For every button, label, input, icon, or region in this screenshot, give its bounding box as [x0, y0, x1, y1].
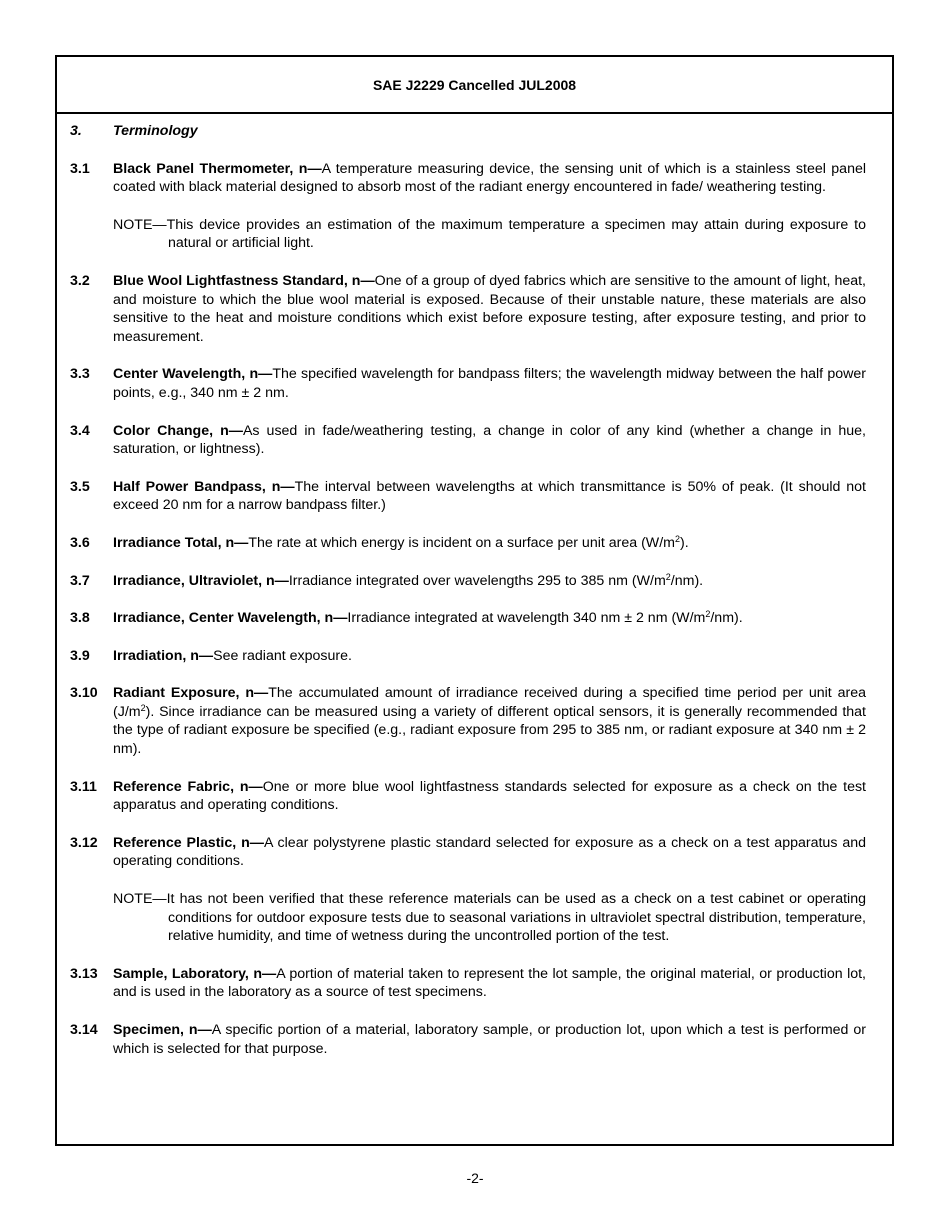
item-number: 3.9	[70, 647, 90, 664]
item-text: The interval between wavelengths at which transmittance is 50% of peak. (It should not exceed 20 nm for a narrow bandpass filter.)	[113, 478, 866, 514]
item-number: 3.8	[70, 610, 90, 627]
superscript: 2	[705, 609, 711, 620]
item-number: 3.10	[70, 685, 98, 702]
item-number: 3.4	[70, 422, 90, 439]
item-text-tail: /nm).	[670, 572, 704, 589]
item-term: Black Panel Thermometer, n—	[113, 160, 322, 177]
item-number: 3.3	[70, 366, 90, 383]
item-term: Irradiance, Ultraviolet, n—	[113, 572, 289, 589]
item-term: Specimen, n—	[113, 1022, 212, 1038]
definition-item	[70, 1021, 866, 1058]
item-term: Color Change, n—	[113, 422, 243, 439]
definition-item	[70, 778, 866, 815]
item-term: Radiant Exposure, n—	[113, 685, 269, 702]
item-number: 3.1	[70, 160, 90, 177]
definition-item	[70, 834, 866, 871]
page-number: -2-	[466, 1170, 484, 1186]
definition-item	[70, 272, 866, 346]
note-paragraph: NOTE—This device provides an estimation of the maximum temperature a specimen may attain during exposure to natural or artificial light.	[113, 216, 866, 252]
item-body	[113, 534, 866, 553]
item-text: A temperature measuring device, the sensing unit of which is a stainless steel panel coated with black material designed to absorb most of the radiant energy encountered in fade/ weathering testing.	[113, 160, 867, 196]
item-text: The rate at which energy is incident on a surface per unit area (W/m	[248, 534, 675, 551]
item-body	[113, 422, 866, 459]
item-number: 3.2	[70, 272, 90, 289]
item-text: A portion of material taken to represent the lot sample, the original material, or production lot, and is used in the laboratory as a source of test specimens.	[113, 965, 867, 1001]
item-number: 3.7	[70, 572, 90, 589]
item-number: 3.12	[70, 834, 98, 851]
definition-item	[70, 572, 866, 591]
item-number: 3.11	[70, 778, 97, 795]
definition-item	[70, 160, 866, 197]
item-term: Irradiance Total, n—	[113, 534, 249, 551]
item-term: Reference Fabric, n—	[113, 778, 263, 795]
item-text: The specified wavelength for bandpass filters; the wavelength midway between the half power points, e.g., 340 nm ± 2 nm.	[113, 366, 866, 401]
superscript: 2	[674, 533, 680, 544]
item-body	[113, 160, 866, 197]
item-text: A specific portion of a material, laboratory sample, or production lot, upon which a test is performed or which is selected for that purpose.	[113, 1022, 866, 1057]
definition-item	[70, 422, 866, 459]
item-body	[113, 478, 866, 515]
item-text: See radiant exposure.	[213, 647, 352, 664]
item-body	[113, 834, 866, 871]
document-frame	[55, 55, 894, 1146]
item-term: Irradiation, n—	[113, 647, 214, 664]
item-term: Center Wavelength, n—	[113, 366, 273, 383]
item-body	[113, 272, 866, 346]
item-body	[113, 778, 866, 815]
item-term: Half Power Bandpass, n—	[113, 478, 295, 495]
section-title: Terminology	[113, 123, 198, 139]
item-number: 3.14	[70, 1022, 98, 1038]
item-number: 3.13	[70, 965, 98, 982]
item-body	[113, 572, 866, 591]
definition-item	[70, 647, 866, 666]
item-text: One or more blue wool lightfastness standards selected for exposure as a check on the test apparatus and operating conditions.	[113, 778, 866, 814]
item-text: The accumulated amount of irradiance received during a specified time period per unit area (J/m	[113, 685, 867, 720]
header-title: SAE J2229 Cancelled JUL2008	[372, 76, 577, 93]
note-paragraph: NOTE—It has not been verified that these reference materials can be used as a check on a test cabinet or operating conditions for outdoor exposure tests due to seasonal variations in ultraviolet spectral distribution, temperature, relative humidity, and time of wetness during the uncontrolled portion of the test.	[113, 891, 866, 945]
item-body	[113, 684, 866, 758]
item-text-tail: /nm).	[710, 610, 743, 627]
definition-item	[70, 684, 866, 758]
item-term: Reference Plastic, n—	[113, 834, 264, 851]
item-text-tail: ). Since irradiance can be measured using a variety of different optical sensors, it is generally recommended that the type of radiant exposure be specified (e.g., radiant exposure from 295 to 385 nm, or radiant exposure at 340 nm ± 2 nm).	[113, 703, 866, 758]
item-number: 3.6	[70, 534, 90, 551]
document-content	[57, 114, 892, 1058]
superscript: 2	[665, 571, 671, 582]
definition-item	[70, 965, 866, 1002]
section-heading	[70, 122, 866, 141]
item-term: Irradiance, Center Wavelength, n—	[113, 610, 348, 627]
item-body	[113, 965, 866, 1002]
definition-item	[70, 365, 866, 402]
superscript: 2	[140, 702, 146, 713]
section-number: 3.	[70, 123, 82, 139]
item-term: Blue Wool Lightfastness Standard, n—	[113, 272, 375, 289]
document-header	[57, 57, 892, 114]
item-text: A clear polystyrene plastic standard selected for exposure as a check on a test apparatus and operating conditions.	[113, 834, 866, 870]
item-text-tail: ).	[679, 534, 689, 551]
item-number: 3.5	[70, 478, 90, 495]
item-text: Irradiance integrated at wavelength 340 nm ± 2 nm (W/m	[347, 610, 706, 627]
item-text: One of a group of dyed fabrics which are sensitive to the amount of light, heat, and moisture to which the blue wool material is exposed. Because of their unstable nature, these materials are also sensitive to the heat and moisture conditions which exist before exposure testing, after exposure testing, and prior to measurement.	[113, 272, 867, 345]
item-term: Sample, Laboratory, n—	[113, 965, 277, 982]
item-body	[113, 647, 866, 666]
definition-item	[70, 609, 866, 628]
definition-item	[70, 534, 866, 553]
item-text: As used in fade/weathering testing, a change in color of any kind (whether a change in hue, saturation, or lightness).	[113, 422, 866, 458]
item-text: Irradiance integrated over wavelengths 295 to 385 nm (W/m	[288, 572, 666, 589]
item-body	[113, 1021, 866, 1058]
definition-item	[70, 478, 866, 515]
item-body	[113, 609, 866, 628]
item-body	[113, 365, 866, 402]
